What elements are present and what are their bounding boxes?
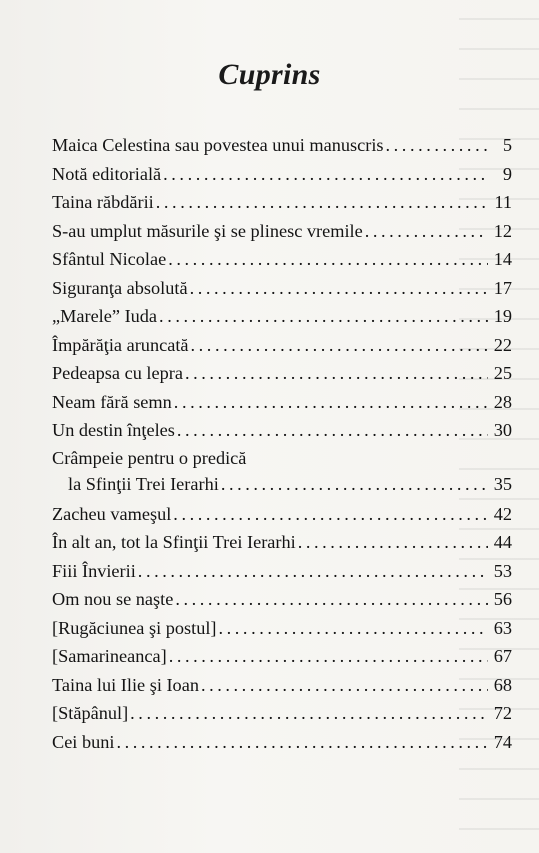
entry-page-number: 44 bbox=[493, 532, 512, 552]
entry-title: Siguranţa absolută bbox=[52, 277, 188, 298]
entry-title: Fiii Învierii bbox=[52, 560, 136, 581]
dot-leader bbox=[156, 188, 488, 217]
entry-title: Împărăţia aruncată bbox=[52, 334, 189, 355]
entry-title: Zacheu vameşul bbox=[52, 503, 172, 524]
dot-leader bbox=[298, 528, 488, 557]
entry-page-number: 74 bbox=[493, 731, 512, 752]
entry-title: Taina lui Ilie şi Ioan bbox=[52, 674, 199, 695]
toc-entry bbox=[52, 388, 512, 417]
entry-title: Sfântul Nicolae bbox=[52, 249, 167, 269]
dot-leader bbox=[130, 699, 488, 728]
dot-leader bbox=[177, 416, 488, 445]
toc-entry bbox=[52, 614, 512, 643]
entry-second-line bbox=[52, 471, 512, 497]
dot-leader bbox=[185, 359, 488, 388]
dot-leader bbox=[190, 274, 488, 303]
entry-title: „Marele” Iuda bbox=[52, 306, 158, 326]
entry-title: Maica Celestina sau povestea unui manuscris bbox=[52, 135, 384, 155]
toc-entry bbox=[52, 131, 512, 160]
entry-page-number: 28 bbox=[493, 391, 512, 412]
toc-entry bbox=[52, 160, 512, 189]
toc-entry-multiline bbox=[52, 445, 512, 497]
dot-leader bbox=[219, 614, 489, 643]
entry-page-number: 9 bbox=[502, 163, 512, 184]
entry-page-number: 14 bbox=[493, 249, 512, 269]
entry-title-line1: Crâmpeie pentru o predică bbox=[52, 447, 247, 468]
entry-title: [Rugăciunea şi postul] bbox=[52, 617, 217, 638]
dot-leader bbox=[138, 557, 488, 586]
toc-entry bbox=[52, 585, 512, 614]
table-of-contents bbox=[52, 131, 512, 756]
toc-entry bbox=[52, 642, 512, 671]
dot-leader bbox=[173, 500, 488, 529]
dot-leader bbox=[174, 388, 488, 417]
entry-title: Notă editorială bbox=[52, 163, 162, 184]
entry-page-number: 63 bbox=[493, 617, 512, 638]
toc-entry bbox=[52, 359, 512, 388]
entry-page-number: 68 bbox=[493, 674, 512, 695]
entry-title: Cei buni bbox=[52, 731, 115, 752]
entry-title: Taina răbdării bbox=[52, 192, 154, 212]
dot-leader bbox=[159, 302, 488, 331]
dot-leader bbox=[175, 585, 488, 614]
entry-page-number: 30 bbox=[493, 420, 512, 440]
dot-leader bbox=[169, 642, 488, 671]
entry-page-number: 35 bbox=[493, 473, 512, 494]
toc-entry bbox=[52, 528, 512, 557]
toc-entry bbox=[52, 728, 512, 757]
entry-page-number: 56 bbox=[493, 589, 512, 609]
entry-page-number: 72 bbox=[493, 703, 512, 723]
toc-entry bbox=[52, 188, 512, 217]
toc-entry bbox=[52, 245, 512, 274]
dot-leader bbox=[191, 331, 488, 360]
entry-title: [Stăpânul] bbox=[52, 703, 129, 723]
entry-title: Pedeapsa cu lepra bbox=[52, 363, 183, 383]
dot-leader bbox=[386, 131, 488, 160]
dot-leader bbox=[221, 471, 488, 497]
entry-page-number: 22 bbox=[493, 334, 512, 355]
toc-entry bbox=[52, 557, 512, 586]
entry-title: S-au umplut măsurile şi se plinesc vremile bbox=[52, 220, 363, 241]
dot-leader bbox=[201, 671, 488, 700]
entry-page-number: 67 bbox=[493, 646, 512, 666]
entry-title-line2: la Sfinţii Trei Ierarhi bbox=[68, 473, 219, 494]
toc-entry bbox=[52, 500, 512, 529]
dot-leader bbox=[168, 245, 488, 274]
entry-page-number: 53 bbox=[493, 560, 512, 581]
entry-title: În alt an, tot la Sfinţii Trei Ierarhi bbox=[52, 532, 296, 552]
toc-entry bbox=[52, 699, 512, 728]
toc-entry bbox=[52, 331, 512, 360]
dot-leader bbox=[116, 728, 488, 757]
entry-page-number: 12 bbox=[493, 220, 512, 241]
entry-page-number: 5 bbox=[502, 135, 512, 155]
entry-page-number: 42 bbox=[493, 503, 512, 524]
page-title: Cuprins bbox=[218, 58, 321, 92]
dot-leader bbox=[163, 160, 488, 189]
entry-page-number: 11 bbox=[494, 192, 512, 212]
dot-leader bbox=[365, 217, 488, 246]
toc-entry bbox=[52, 671, 512, 700]
entry-page-number: 25 bbox=[493, 363, 512, 383]
toc-entry bbox=[52, 416, 512, 445]
entry-title: Un destin înţeles bbox=[52, 420, 175, 440]
entry-title: [Samarineanca] bbox=[52, 646, 167, 666]
toc-entry bbox=[52, 217, 512, 246]
toc-entry bbox=[52, 302, 512, 331]
entry-page-number: 19 bbox=[493, 306, 512, 326]
toc-entry bbox=[52, 274, 512, 303]
entry-title: Neam fără semn bbox=[52, 391, 172, 412]
entry-page-number: 17 bbox=[493, 277, 512, 298]
entry-title: Om nou se naşte bbox=[52, 589, 174, 609]
